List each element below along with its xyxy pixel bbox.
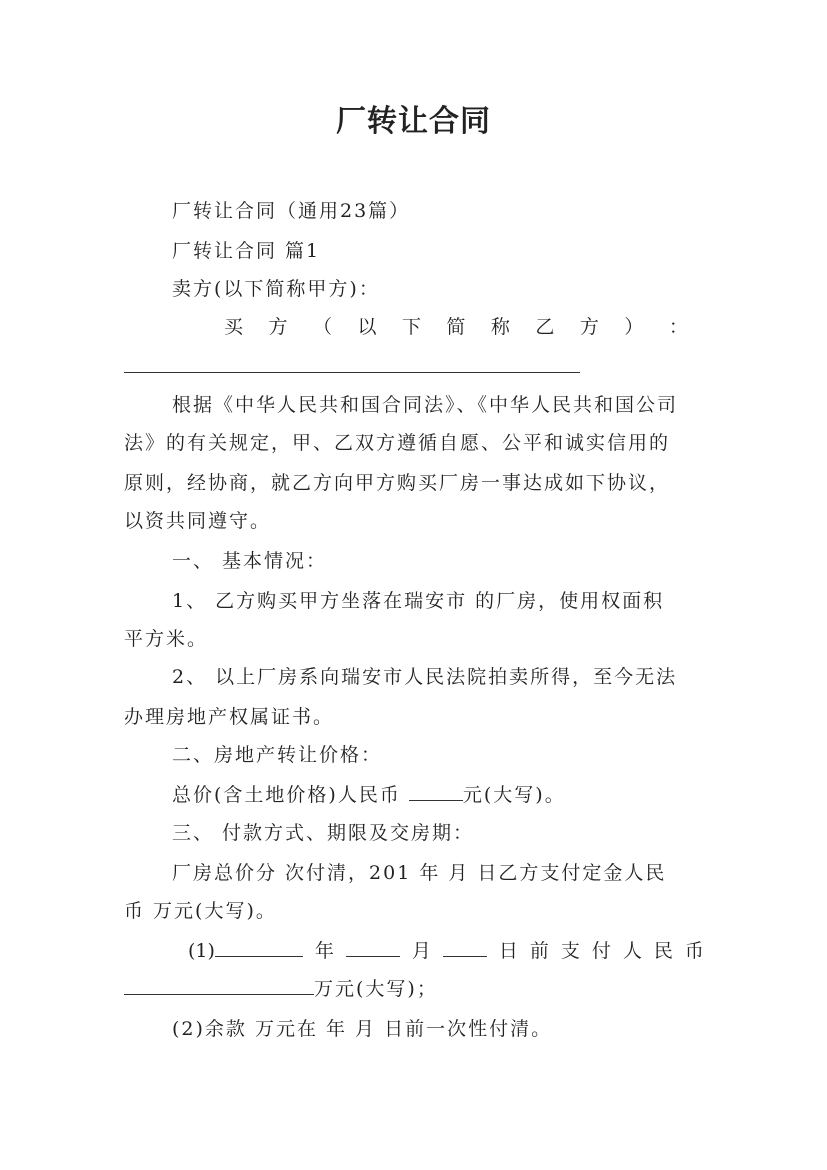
buyer-char: 乙 [535,316,555,338]
buyer-char: 称 [490,316,510,338]
price-prefix: 总价(含土地价格)人民币 [172,784,409,806]
section-heading: 厂转让合同 篇1 [172,240,321,262]
pay-1-amount-line [124,974,704,1004]
buyer-char: 下 [401,316,421,338]
pay-1-prefix: (1) [188,940,215,962]
pay-1-date [188,936,303,966]
price-suffix: 元(大写)。 [462,784,566,806]
pay-2-line: (2)余款 万元在 年 月 日前一次性付清。 [172,1018,553,1040]
buyer-line [124,312,704,342]
day-char: 日 [498,940,518,962]
seller-line: 卖方(以下简称甲方)： [172,278,380,300]
heading-price: 二、房地产转让价格： [172,744,383,766]
price-blank [409,780,463,801]
buyer-char: （ [312,316,332,338]
item-1-line: 平方米。 [124,628,209,650]
item-1-line: 1、 乙方购买甲方坐落在瑞安市 的厂房，使用权面积 [172,590,665,612]
intro-line: 根据《中华人民共和国合同法》、《中华人民共和国公司 [172,394,679,416]
amount-blank [124,974,314,995]
heading-payment: 三、 付款方式、期限及交房期： [172,822,475,844]
day-char: 前 [529,940,549,962]
month-label: 月 [411,940,431,962]
buyer-char: 方 [268,316,288,338]
heading-basic-info: 一、 基本情况： [172,550,328,572]
pay-1-suffix: 万元(大写)； [314,978,438,1000]
day-blank [443,936,487,957]
day-char: 付 [591,940,611,962]
payment-line: 厂房总价分 次付清，201 年 月 日乙方支付定金人民 [172,862,667,884]
buyer-char: 以 [357,316,377,338]
item-2-line: 2、 以上厂房系向瑞安市人民法院拍卖所得，至今无法 [172,666,678,688]
intro-line: 原则，经协商，就乙方向甲方购买厂房一事达成如下协议， [124,472,671,494]
document-title: 厂转让合同 [336,104,491,139]
day-char: 币 [684,940,704,962]
intro-line: 以资共同遵守。 [124,510,272,532]
buyer-char: ） [624,316,644,338]
year-blank [215,936,303,957]
buyer-char: 简 [446,316,466,338]
price-line [124,780,752,810]
day-char: 支 [560,940,580,962]
day-char: 民 [653,940,673,962]
buyer-blank-line [124,372,580,373]
document-subtitle: 厂转让合同（通用23篇） [172,200,411,222]
buyer-char: ： [668,316,688,338]
item-2-line: 办理房地产权属证书。 [124,706,335,728]
month-blank [346,936,400,957]
day-char: 人 [622,940,642,962]
pay-1-line [124,936,704,966]
buyer-char: 买 [224,316,244,338]
payment-line: 币 万元(大写)。 [124,900,277,922]
intro-line: 法》的有关规定，甲、乙双方遵循自愿、公平和诚实信用的 [124,432,671,454]
buyer-char: 方 [579,316,599,338]
year-label: 年 [314,940,334,962]
